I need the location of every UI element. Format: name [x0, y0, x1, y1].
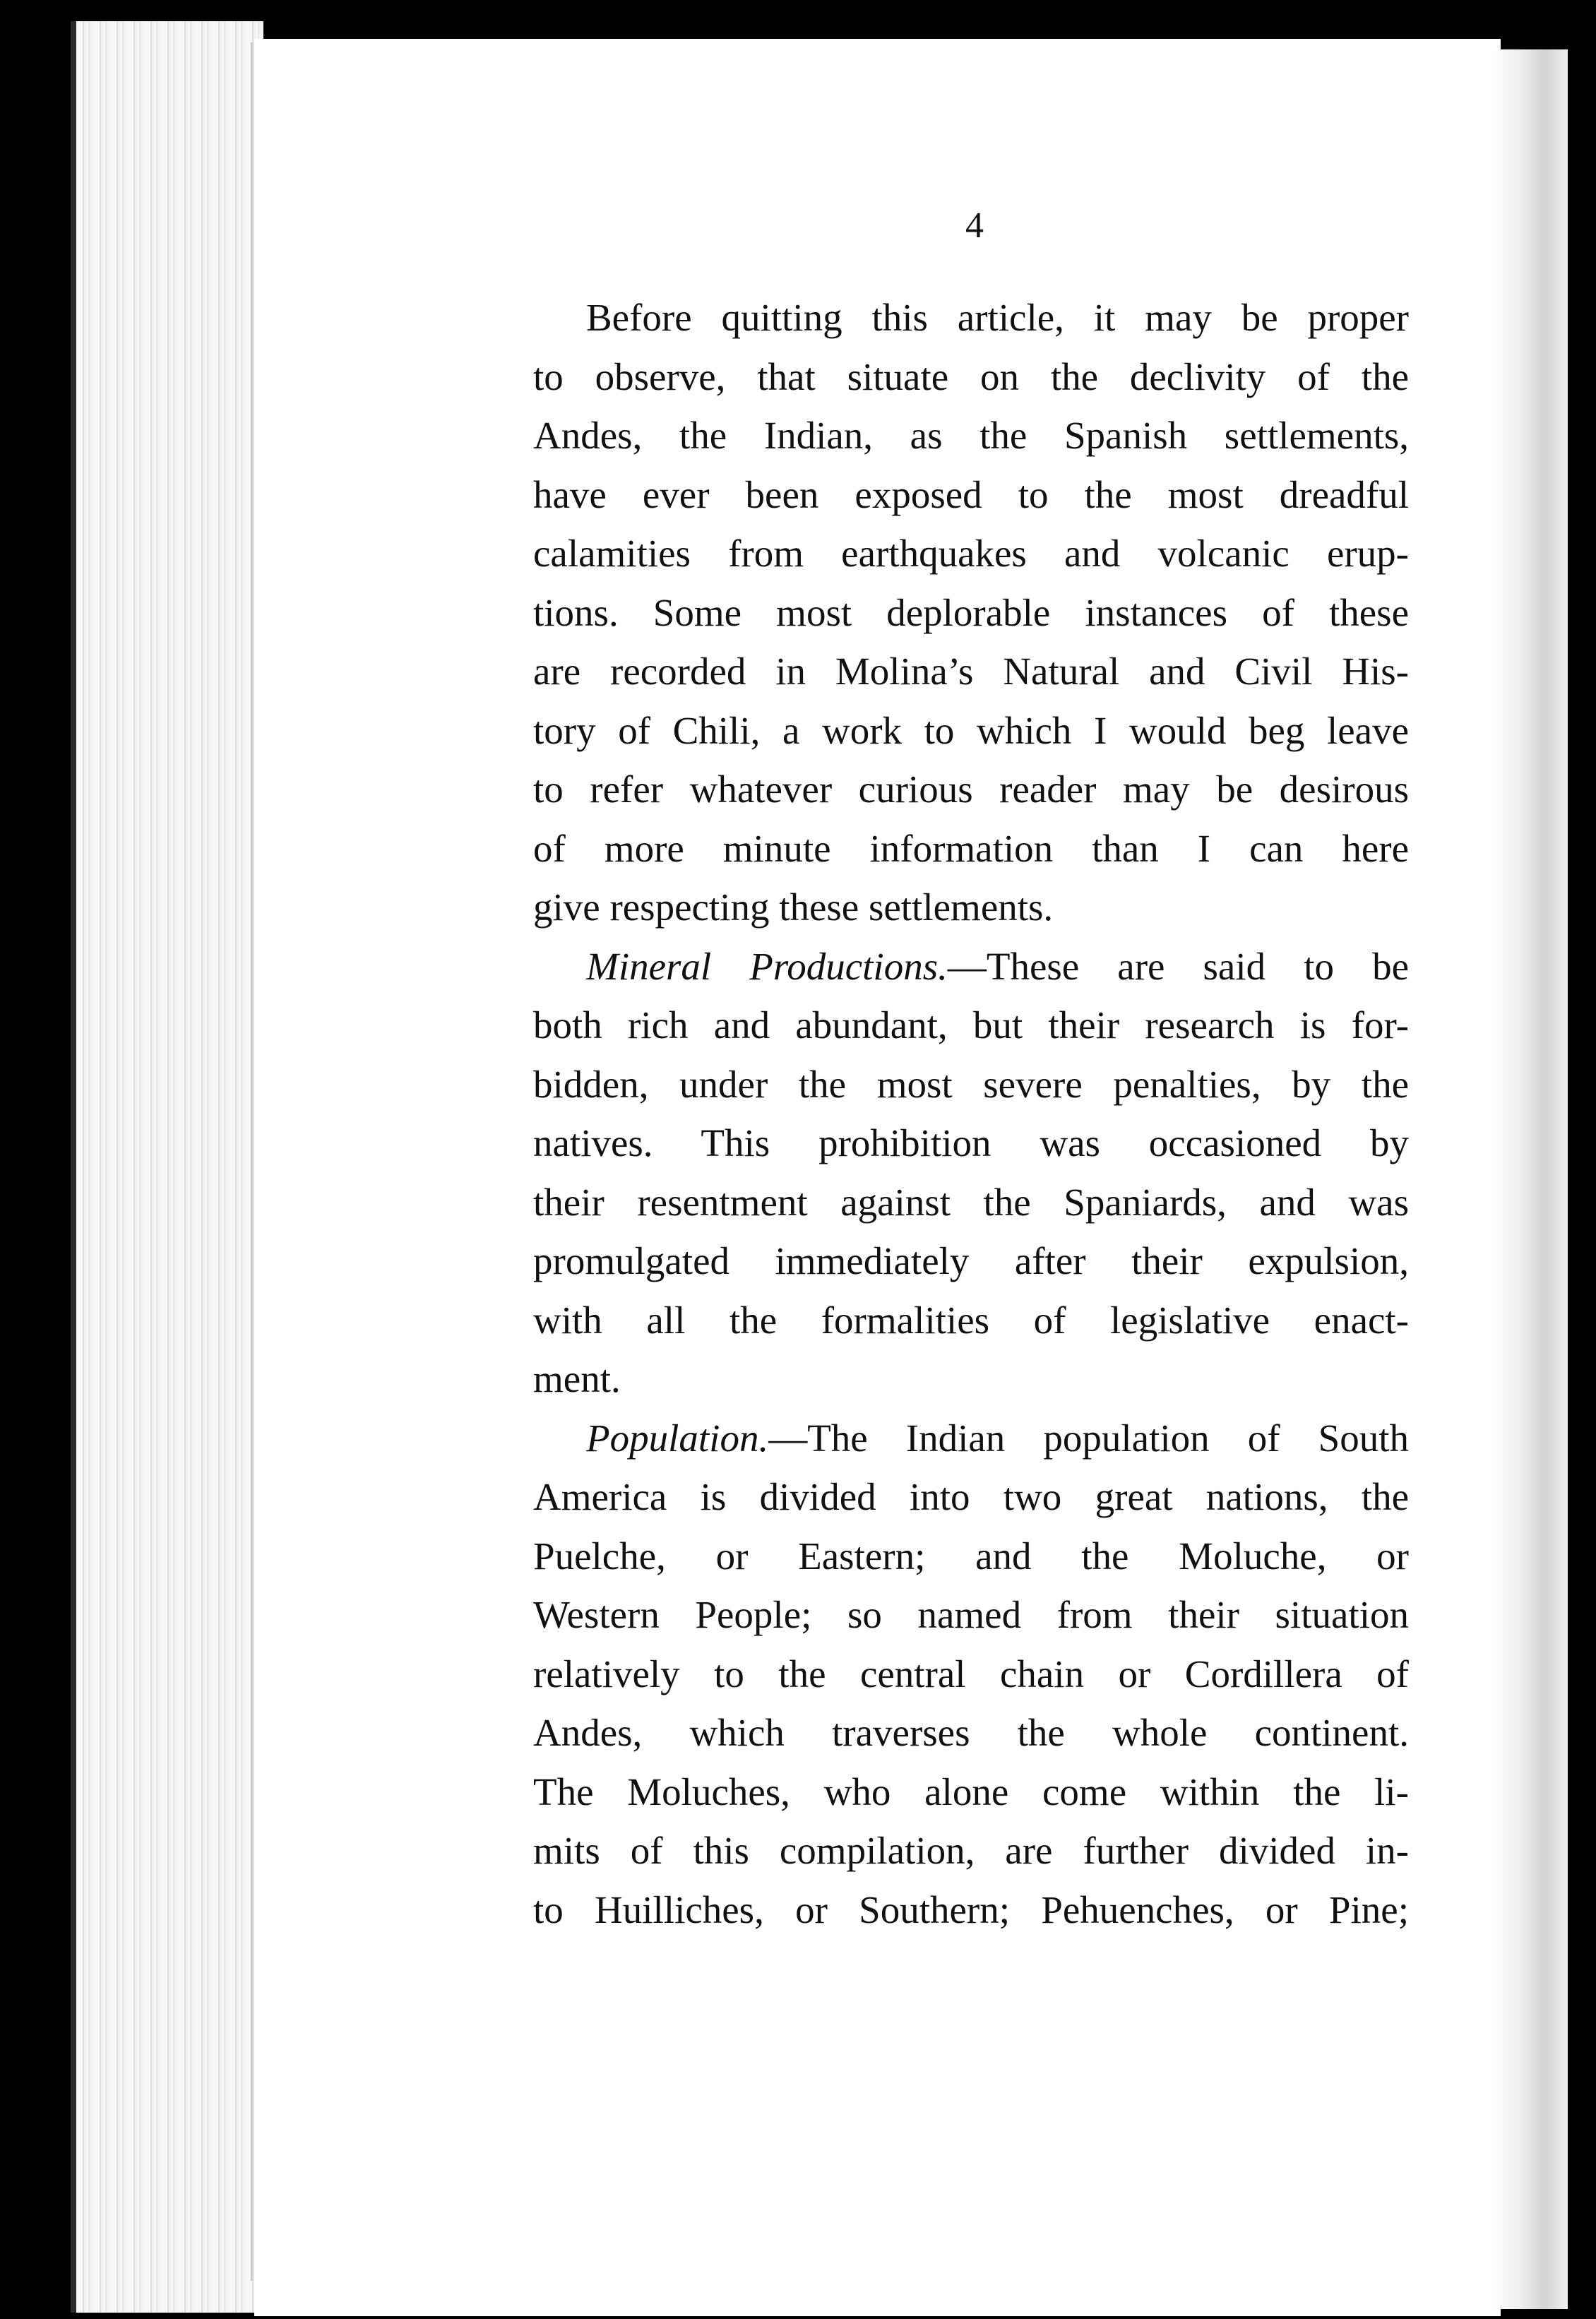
text-line: Western People; so named from their situation: [533, 1593, 1409, 1636]
section-heading-mineral-productions: Mineral Productions.: [586, 944, 948, 988]
paragraph-mineral-productions: [533, 937, 1409, 1409]
text-line: with all the formalities of legislative enact-: [533, 1298, 1409, 1342]
page-number: 4: [965, 205, 984, 246]
section-heading-population: Population.: [586, 1416, 769, 1460]
text-line: both rich and abundant, but their research is for-: [533, 1003, 1409, 1047]
text-line: tory of Chili, a work to which I would beg leave: [533, 708, 1409, 752]
text-line: natives. This prohibition was occasioned by: [533, 1121, 1409, 1164]
scan-border-right: [1568, 0, 1596, 2319]
text-line: to observe, that situate on the declivity of the: [533, 354, 1409, 398]
text-line: relatively to the central chain or Cordillera of: [533, 1652, 1409, 1695]
text-line: to Huilliches, or Southern; Pehuenches, or Pine;: [533, 1888, 1409, 1931]
text-line: their resentment against the Spaniards, and was: [533, 1180, 1409, 1224]
text-line: are recorded in Molina’s Natural and Civil His-: [533, 650, 1409, 693]
text-line: Andes, which traverses the whole continent.: [533, 1711, 1409, 1754]
text-line: The Moluches, who alone come within the li-: [533, 1770, 1409, 1813]
text-line: have ever been exposed to the most dreadful: [533, 472, 1409, 516]
text-line: tions. Some most deplorable instances of these: [533, 590, 1409, 634]
text-line: to refer whatever curious reader may be desirous: [533, 768, 1409, 811]
text-line: calamities from earthquakes and volcanic erup-: [533, 532, 1409, 575]
paragraph-population: [533, 1409, 1409, 1940]
text-line: Andes, the Indian, as the Spanish settlements,: [533, 414, 1409, 457]
text-line-rest: —The Indian population of South: [768, 1416, 1409, 1460]
text-line: give respecting these settlements.: [533, 886, 1054, 929]
text-line: of more minute information than I can here: [533, 826, 1409, 870]
body-text: [533, 288, 1409, 1939]
text-line: promulgated immediately after their expulsion,: [533, 1239, 1409, 1282]
stacked-page-edges: [71, 21, 263, 2313]
text-line: America is divided into two great nations, the: [533, 1475, 1409, 1518]
paragraph-earthquakes: [533, 288, 1409, 937]
text-line: [533, 937, 1409, 996]
text-line: Puelche, or Eastern; and the Moluche, or: [533, 1534, 1409, 1578]
text-line: [533, 1409, 1409, 1468]
text-line-rest: —These are said to be: [947, 944, 1409, 988]
text-line: Before quitting this article, it may be proper: [586, 296, 1409, 339]
right-page-edge: [1490, 49, 1568, 2309]
text-line: bidden, under the most severe penalties, by the: [533, 1062, 1409, 1106]
text-line: ment.: [533, 1357, 621, 1400]
text-line: mits of this compilation, are further divided in-: [533, 1829, 1409, 1872]
